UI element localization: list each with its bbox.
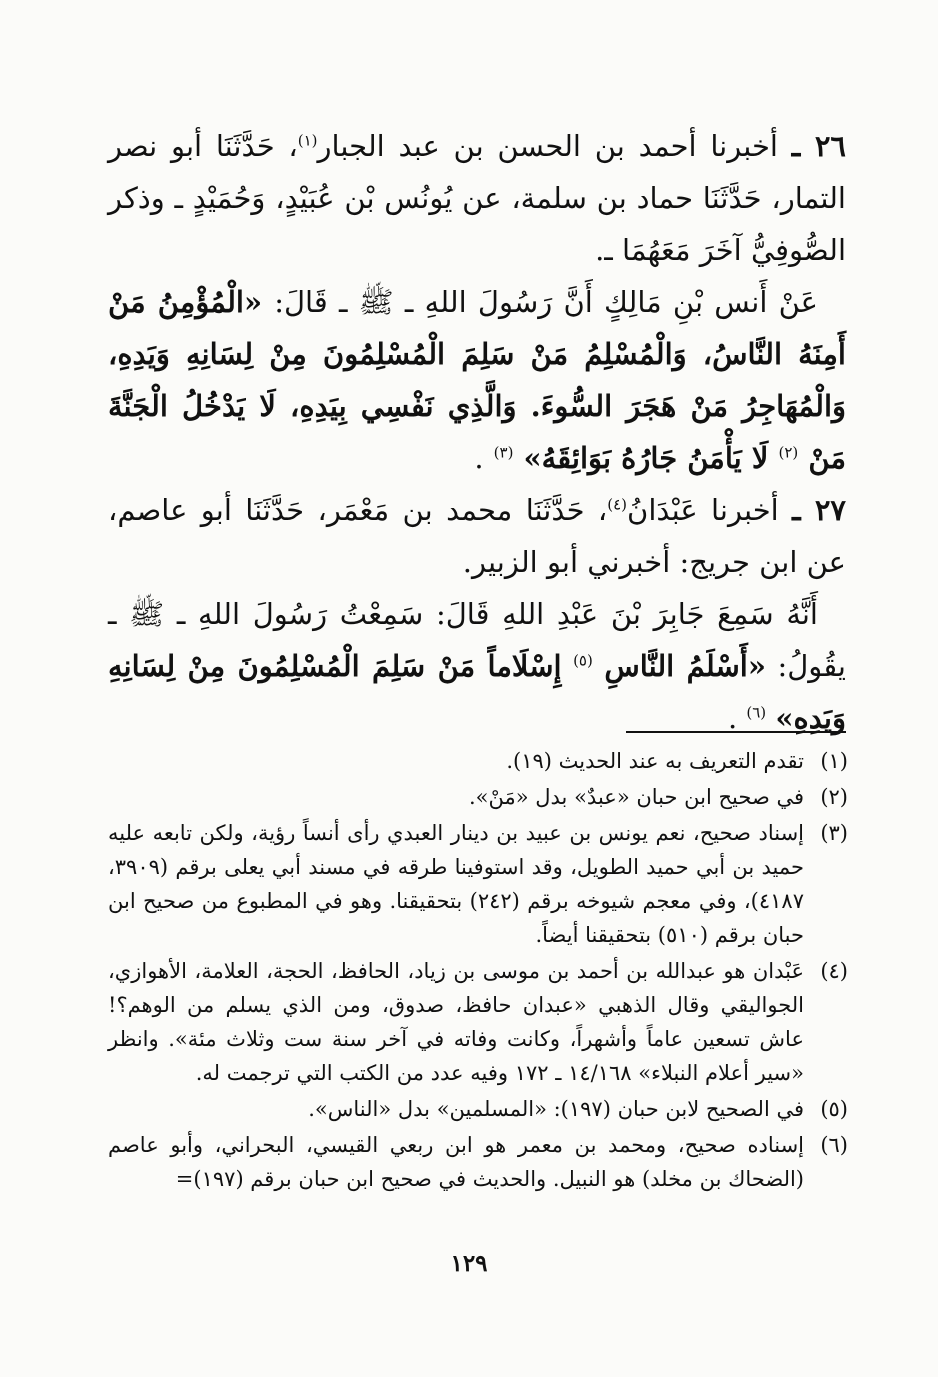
footnote-separator (626, 731, 846, 733)
hadith-26-text-a: «الْمُؤْمِنُ مَنْ أَمِنَهُ النَّاسُ، وَالْمُسْلِمُ مَنْ سَلِمَ الْمُسْلِمُونَ مِنْ لِسَانِهِ وَيَدِهِ، وَالْمُهَاجِرُ مَنْ هَجَرَ السُّوءَ. وَالَّذِي نَفْسِي بِيَدِهِ، لَا يَدْخُلُ الْجَنَّةَ مَنْ (108, 285, 846, 475)
hadith-26-text-b: لَا يَأْمَنُ جَارُهُ بَوَائِقَهُ» (523, 441, 769, 475)
footnote-ref-1: (١) (297, 131, 318, 150)
footnote-text: في الصحيح لابن حبان (١٩٧): «المسلمين» بدل «الناس». (308, 1097, 804, 1121)
hadith-26-end: . (474, 441, 484, 475)
footnote-number: (٥) (820, 1097, 848, 1121)
hadith-27-chain (108, 484, 846, 588)
footnote-ref-4: (٤) (607, 495, 628, 514)
hadith-26-chain (108, 120, 846, 276)
footnote-text: عَبْدان هو عبدالله بن أحمد بن موسى بن زياد، الحافظ، الحجة، العلامة، الأهوازي، الجواليقي وقال الذهبي «عبدان حافظ، صدوق، ومن الذي يسلم من الوهم؟! عاش تسعين عاماً وأشهراً، وكانت وفاته في آخر سنة ست وثلاث مئة». وانظر «سير أعلام النبلاء» ١٤/١٦٨ ـ ١٧٢ وفيه عدد من الكتب التي ترجمت له. (108, 959, 804, 1085)
footnote-text: إسناد صحيح، نعم يونس بن عبيد بن دينار العبدي رأى أنساً رؤية، ولكن تابعه عليه حميد بن أبي حميد الطويل، وقد استوفينا طرقه في مسند أبي يعلى برقم (٣٩٠٩، ٤١٨٧)، وفي معجم شيوخه برقم (٢٤٢) بتحقيقنا. وهو في المطبوع من صحيح ابن حبان برقم (٥١٠) بتحقيقنا أيضاً. (108, 821, 804, 947)
hadith-27-end: . (727, 701, 738, 735)
footnote (108, 954, 848, 1090)
footnote-number: (٢) (820, 785, 848, 809)
hadith-27-number: ٢٧ ـ (792, 493, 847, 527)
footnote-ref-2: (٢) (778, 443, 799, 462)
hadith-27-text-b: إِسْلَاماً مَنْ سَلِمَ الْمُسْلِمُونَ مِنْ لِسَانِهِ وَيَدِهِ» (108, 649, 846, 735)
footnote (108, 1092, 848, 1126)
main-text (108, 120, 846, 744)
footnote-ref-6: (٦) (746, 703, 767, 722)
footnotes (108, 744, 848, 1198)
footnote-ref-5: (٥) (573, 651, 593, 670)
footnote-text: إسناده صحيح، ومحمد بن معمر هو ابن ربعي القيسي، البحراني، وأبو عاصم (الضحاك بن مخلد) هو النبيل. والحديث في صحيح ابن حبان برقم (١٩٧)= (108, 1133, 804, 1191)
page-number: ١٢٩ (450, 1250, 488, 1277)
footnote-text: تقدم التعريف به عند الحديث (١٩). (506, 749, 804, 773)
hadith-27-isnad: أَنَّهُ سَمِعَ جَابِرَ بْنَ عَبْدِ اللهِ قَالَ: سَمِعْتُ رَسُولَ اللهِ ـ ﷺ ـ يقُولُ: (108, 597, 847, 683)
hadith-26-isnad: عَنْ أَنس بْنِ مَالِكٍ أَنَّ رَسُولَ اللهِ ـ ﷺ ـ قَالَ: (274, 285, 818, 319)
hadith-26-matn (108, 276, 846, 484)
footnote (108, 744, 848, 778)
hadith-26-chain-text-a: أخبرنا أحمد بن الحسن بن عبد الجبار (317, 129, 778, 163)
footnote (108, 780, 848, 814)
hadith-27-matn (108, 588, 846, 744)
footnote-ref-3: (٣) (493, 443, 514, 462)
footnote-number: (٤) (820, 959, 848, 983)
page-number-container (0, 1250, 938, 1277)
hadith-27-chain-text-a: أخبرنا عَبْدَانُ (627, 493, 779, 527)
hadith-27-text-a: «أَسْلَمُ النَّاسِ (604, 649, 766, 683)
hadith-26-number: ٢٦ ـ (791, 129, 846, 163)
footnote-number: (٦) (820, 1133, 848, 1157)
hadith-26-chain-text-b: ، حَدَّثَنَا أبو نصر التمار، حَدَّثَنَا حماد بن سلمة، عن يُونُس بْن عُبَيْدٍ، وَحُمَيْدٍ ـ وذكر الصُّوفِيُّ آخَرَ مَعَهُمَا ـ. (108, 129, 846, 267)
hadith-27-chain-text-b: ، حَدَّثَنَا محمد بن مَعْمَر، حَدَّثَنَا أبو عاصم، عن ابن جريج: أخبرني أبو الزبير. (108, 493, 846, 579)
footnote (108, 1128, 848, 1196)
footnote-text: في صحيح ابن حبان «عبدٌ» بدل «مَنْ». (469, 785, 804, 809)
footnote-number: (١) (820, 749, 848, 773)
footnote (108, 816, 848, 952)
footnote-number: (٣) (820, 821, 848, 845)
